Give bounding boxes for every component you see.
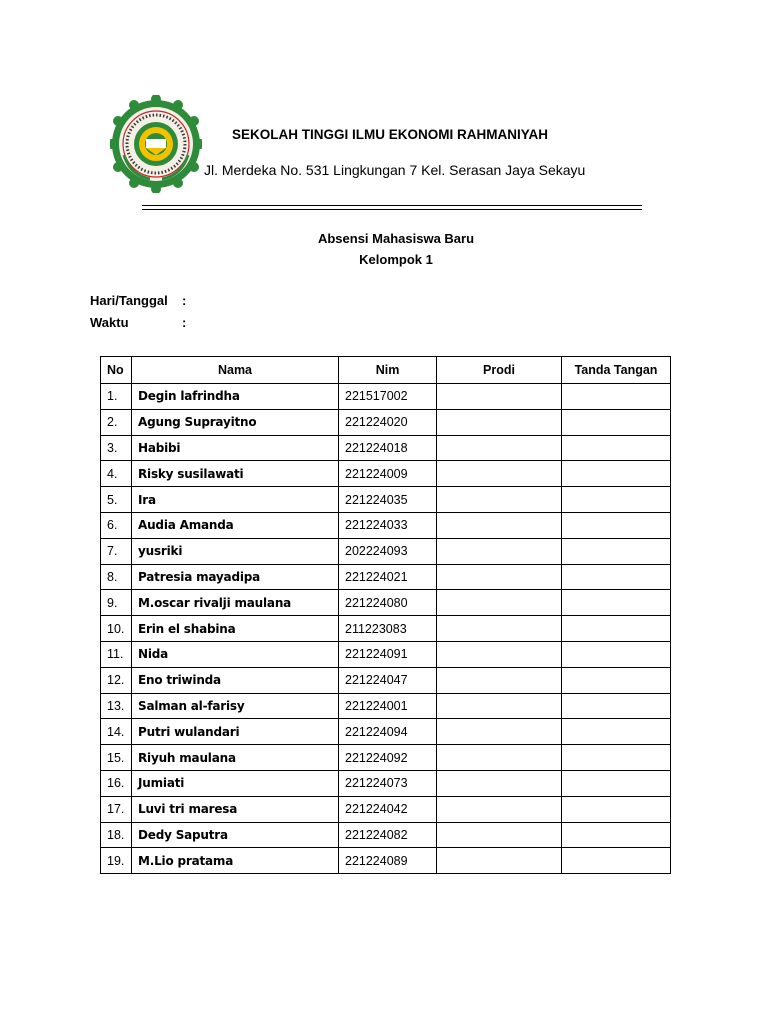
cell-prodi bbox=[437, 384, 562, 410]
school-name: SEKOLAH TINGGI ILMU EKONOMI RAHMANIYAH bbox=[232, 127, 549, 142]
table-row bbox=[101, 822, 671, 848]
column-header-nim: Nim bbox=[339, 357, 437, 384]
cell-no: 3. bbox=[101, 435, 132, 461]
field-label-time: Waktu bbox=[90, 315, 129, 330]
cell-tanda-tangan bbox=[562, 616, 671, 642]
cell-tanda-tangan bbox=[562, 848, 671, 874]
table-row bbox=[101, 435, 671, 461]
cell-nim: 221224092 bbox=[339, 745, 437, 771]
cell-prodi bbox=[437, 538, 562, 564]
cell-tanda-tangan bbox=[562, 641, 671, 667]
column-header-nama: Nama bbox=[132, 357, 339, 384]
cell-no: 13. bbox=[101, 693, 132, 719]
cell-nama: Eno triwinda bbox=[132, 667, 339, 693]
cell-no: 14. bbox=[101, 719, 132, 745]
cell-prodi bbox=[437, 512, 562, 538]
cell-no: 17. bbox=[101, 796, 132, 822]
field-label-date: Hari/Tanggal bbox=[90, 293, 168, 308]
cell-nim: 221517002 bbox=[339, 384, 437, 410]
cell-nama: Dedy Saputra bbox=[132, 822, 339, 848]
cell-tanda-tangan bbox=[562, 409, 671, 435]
cell-nim: 221224091 bbox=[339, 641, 437, 667]
cell-nim: 221224035 bbox=[339, 487, 437, 513]
table-header-row bbox=[101, 357, 671, 384]
cell-nim: 221224080 bbox=[339, 590, 437, 616]
cell-tanda-tangan bbox=[562, 719, 671, 745]
cell-no: 6. bbox=[101, 512, 132, 538]
cell-nim: 221224033 bbox=[339, 512, 437, 538]
cell-nama: Degin lafrindha bbox=[132, 384, 339, 410]
cell-nama: yusriki bbox=[132, 538, 339, 564]
table-row bbox=[101, 693, 671, 719]
cell-prodi bbox=[437, 409, 562, 435]
cell-no: 4. bbox=[101, 461, 132, 487]
cell-prodi bbox=[437, 693, 562, 719]
table-row bbox=[101, 409, 671, 435]
cell-nama: Luvi tri maresa bbox=[132, 796, 339, 822]
table-row bbox=[101, 512, 671, 538]
cell-tanda-tangan bbox=[562, 590, 671, 616]
table-row bbox=[101, 590, 671, 616]
table-row bbox=[101, 384, 671, 410]
cell-nama: Ira bbox=[132, 487, 339, 513]
cell-prodi bbox=[437, 461, 562, 487]
cell-nim: 221224042 bbox=[339, 796, 437, 822]
cell-prodi bbox=[437, 770, 562, 796]
cell-prodi bbox=[437, 796, 562, 822]
cell-no: 15. bbox=[101, 745, 132, 771]
cell-tanda-tangan bbox=[562, 693, 671, 719]
table-row bbox=[101, 745, 671, 771]
cell-nama: Agung Suprayitno bbox=[132, 409, 339, 435]
cell-tanda-tangan bbox=[562, 512, 671, 538]
cell-prodi bbox=[437, 641, 562, 667]
table-row bbox=[101, 719, 671, 745]
cell-no: 5. bbox=[101, 487, 132, 513]
cell-nim: 221224082 bbox=[339, 822, 437, 848]
cell-no: 18. bbox=[101, 822, 132, 848]
table-row bbox=[101, 564, 671, 590]
document-subtitle: Kelompok 1 bbox=[359, 252, 433, 267]
table-row bbox=[101, 796, 671, 822]
field-colon-time: : bbox=[182, 315, 187, 330]
cell-nim: 221224021 bbox=[339, 564, 437, 590]
cell-tanda-tangan bbox=[562, 745, 671, 771]
table-row bbox=[101, 770, 671, 796]
cell-tanda-tangan bbox=[562, 435, 671, 461]
cell-nama: M.Lio pratama bbox=[132, 848, 339, 874]
cell-nama: Habibi bbox=[132, 435, 339, 461]
school-address: Jl. Merdeka No. 531 Lingkungan 7 Kel. Serasan Jaya Sekayu bbox=[204, 162, 586, 178]
cell-tanda-tangan bbox=[562, 538, 671, 564]
document-title: Absensi Mahasiswa Baru bbox=[317, 231, 475, 246]
cell-no: 16. bbox=[101, 770, 132, 796]
table-row bbox=[101, 616, 671, 642]
cell-prodi bbox=[437, 564, 562, 590]
cell-no: 9. bbox=[101, 590, 132, 616]
header-divider-bottom bbox=[142, 209, 642, 210]
table-row bbox=[101, 641, 671, 667]
cell-prodi bbox=[437, 822, 562, 848]
cell-nama: Nida bbox=[132, 641, 339, 667]
cell-prodi bbox=[437, 487, 562, 513]
cell-no: 7. bbox=[101, 538, 132, 564]
cell-nama: Risky susilawati bbox=[132, 461, 339, 487]
header-divider-top bbox=[142, 205, 642, 206]
school-seal-icon bbox=[110, 95, 202, 193]
cell-nama: Putri wulandari bbox=[132, 719, 339, 745]
cell-nim: 221224001 bbox=[339, 693, 437, 719]
column-header-prodi: Prodi bbox=[437, 357, 562, 384]
cell-no: 1. bbox=[101, 384, 132, 410]
field-colon-date: : bbox=[182, 293, 187, 308]
cell-no: 19. bbox=[101, 848, 132, 874]
cell-prodi bbox=[437, 848, 562, 874]
cell-tanda-tangan bbox=[562, 564, 671, 590]
cell-no: 10. bbox=[101, 616, 132, 642]
cell-tanda-tangan bbox=[562, 487, 671, 513]
cell-no: 2. bbox=[101, 409, 132, 435]
cell-nim: 221224094 bbox=[339, 719, 437, 745]
cell-nama: Riyuh maulana bbox=[132, 745, 339, 771]
cell-nim: 202224093 bbox=[339, 538, 437, 564]
cell-nama: Audia Amanda bbox=[132, 512, 339, 538]
table-row bbox=[101, 487, 671, 513]
table-row bbox=[101, 848, 671, 874]
column-header-no: No bbox=[101, 357, 132, 384]
cell-tanda-tangan bbox=[562, 461, 671, 487]
cell-nama: Salman al-farisy bbox=[132, 693, 339, 719]
column-header-tanda-tangan: Tanda Tangan bbox=[562, 357, 671, 384]
cell-nim: 221224009 bbox=[339, 461, 437, 487]
cell-tanda-tangan bbox=[562, 770, 671, 796]
cell-nim: 221224018 bbox=[339, 435, 437, 461]
cell-prodi bbox=[437, 616, 562, 642]
cell-no: 11. bbox=[101, 641, 132, 667]
cell-no: 8. bbox=[101, 564, 132, 590]
cell-nim: 221224020 bbox=[339, 409, 437, 435]
table-row bbox=[101, 538, 671, 564]
table-row bbox=[101, 667, 671, 693]
cell-nama: Jumiati bbox=[132, 770, 339, 796]
cell-prodi bbox=[437, 435, 562, 461]
cell-tanda-tangan bbox=[562, 384, 671, 410]
attendance-table bbox=[100, 356, 671, 874]
cell-nim: 221224073 bbox=[339, 770, 437, 796]
cell-nama: Patresia mayadipa bbox=[132, 564, 339, 590]
cell-tanda-tangan bbox=[562, 796, 671, 822]
cell-nim: 221224047 bbox=[339, 667, 437, 693]
table-row bbox=[101, 461, 671, 487]
cell-tanda-tangan bbox=[562, 667, 671, 693]
cell-no: 12. bbox=[101, 667, 132, 693]
cell-tanda-tangan bbox=[562, 822, 671, 848]
cell-nim: 221224089 bbox=[339, 848, 437, 874]
cell-nama: M.oscar rivalji maulana bbox=[132, 590, 339, 616]
cell-prodi bbox=[437, 667, 562, 693]
cell-nim: 211223083 bbox=[339, 616, 437, 642]
cell-prodi bbox=[437, 719, 562, 745]
cell-prodi bbox=[437, 590, 562, 616]
cell-prodi bbox=[437, 745, 562, 771]
cell-nama: Erin el shabina bbox=[132, 616, 339, 642]
